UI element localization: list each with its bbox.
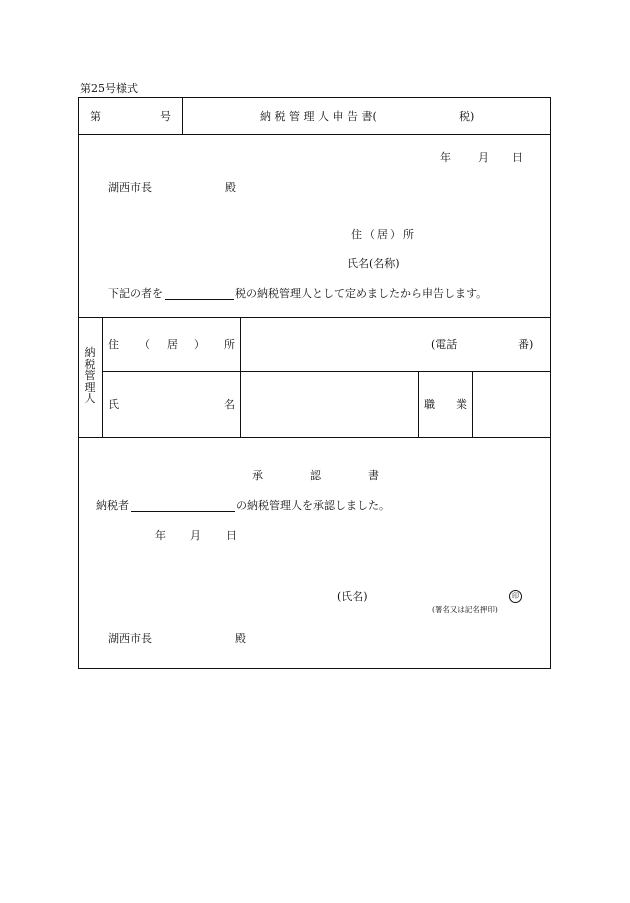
manager-address-field[interactable] — [245, 330, 415, 366]
honorific: 殿 — [225, 181, 236, 194]
addressee: 湖西市長 — [108, 181, 152, 194]
date-day: 日 — [512, 151, 523, 164]
number-prefix: 第 — [90, 110, 101, 123]
manager-name-label-1: 氏 — [108, 398, 119, 411]
taxpayer-blank[interactable] — [131, 511, 235, 512]
approval-title-3: 書 — [368, 469, 379, 482]
phone-label: (電話 — [431, 338, 458, 351]
manager-side-split — [102, 317, 103, 437]
manager-name-label-2: 名 — [224, 398, 235, 411]
taxpayer-label: 納税者 — [96, 499, 129, 512]
occupation-label-2: 業 — [456, 398, 467, 411]
form-title-tax: 税) — [459, 110, 475, 123]
manager-label-split — [240, 317, 241, 437]
header-split — [182, 98, 183, 134]
manager-address-label-5: 所 — [224, 338, 235, 351]
number-suffix: 号 — [160, 110, 171, 123]
approval-date-month: 月 — [190, 529, 201, 542]
statement-prefix: 下記の者を — [108, 287, 163, 300]
approval-text: の納税管理人を承認しました。 — [236, 499, 390, 512]
approval-honorific: 殿 — [235, 632, 246, 645]
manager-row-divider — [102, 371, 550, 372]
approval-date-day: 日 — [226, 529, 237, 542]
phone-suffix: 番) — [518, 338, 534, 351]
approval-date-year: 年 — [155, 529, 166, 542]
manager-divider — [79, 437, 550, 438]
occupation-field[interactable] — [477, 380, 545, 430]
manager-address-label-1: 住 — [108, 338, 119, 351]
manager-side-label: 納 税 管 理 人 — [84, 346, 96, 406]
applicant-name-label: 氏名(名称) — [347, 257, 400, 270]
manager-name-field[interactable] — [245, 380, 413, 430]
approval-addressee: 湖西市長 — [108, 632, 152, 645]
approval-title-1: 承 — [252, 469, 263, 482]
application-divider — [79, 317, 550, 318]
seal-icon: 印 — [509, 590, 522, 603]
occupation-label-right — [472, 371, 473, 437]
applicant-address-label: 住（居）所 — [351, 228, 416, 241]
occupation-label-left — [418, 371, 419, 437]
approval-name-label: (氏名) — [337, 590, 368, 603]
seal-note: (署名又は記名押印) — [432, 605, 498, 614]
tax-type-blank[interactable] — [165, 299, 234, 300]
form-number-label: 第25号様式 — [80, 82, 138, 95]
date-month: 月 — [478, 151, 489, 164]
occupation-label-1: 職 — [424, 398, 435, 411]
approval-title-2: 認 — [310, 469, 321, 482]
statement-suffix: 税の納税管理人として定めましたから申告します。 — [235, 287, 488, 300]
header-divider — [79, 134, 550, 135]
manager-address-label-2: （ — [139, 338, 150, 351]
date-year: 年 — [440, 151, 451, 164]
manager-address-label-4: ） — [194, 338, 205, 351]
form-title: 納 税 管 理 人 申 告 書( — [260, 110, 377, 123]
manager-address-label-3: 居 — [167, 338, 178, 351]
